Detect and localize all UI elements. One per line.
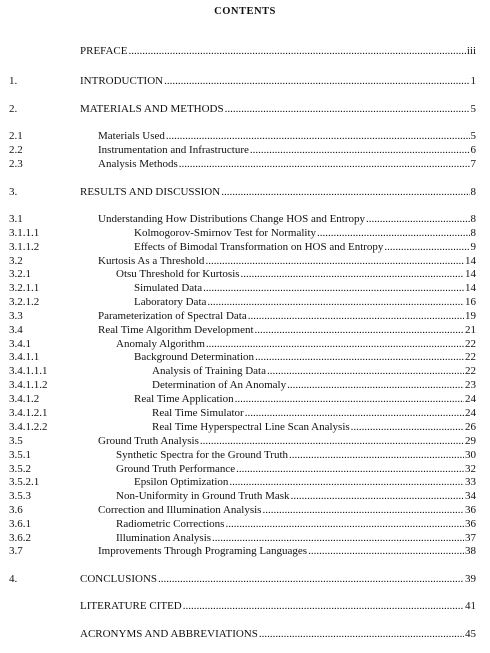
section-number: 3.6 <box>9 504 23 516</box>
section-title: Kolmogorov-Smirnov Test for Normality <box>134 227 317 239</box>
page-number: 23 <box>465 379 476 391</box>
dot-leader <box>262 504 464 517</box>
toc-entry-text <box>80 45 476 58</box>
toc-entry[interactable] <box>0 490 490 503</box>
toc-entry-text <box>134 296 476 309</box>
section-title: Illumination Analysis <box>116 532 212 544</box>
dot-leader <box>212 532 464 545</box>
toc-entry[interactable] <box>0 379 490 392</box>
toc-entry[interactable] <box>0 351 490 364</box>
section-title: Epsilon Optimization <box>134 476 229 488</box>
toc-entry[interactable] <box>0 255 490 268</box>
dot-leader <box>351 421 464 434</box>
section-title: Determination of An Anomaly <box>152 379 287 391</box>
toc-entry[interactable] <box>0 45 490 58</box>
section-title: Effects of Bimodal Transformation on HOS and Entropy <box>134 241 384 253</box>
page-number: 39 <box>465 573 476 585</box>
section-number: 3.4.1.2.2 <box>9 421 48 433</box>
section-number: 3.2.1.2 <box>9 296 40 308</box>
dot-leader <box>245 407 464 420</box>
page-number: 6 <box>470 144 476 156</box>
section-title: Anomaly Algorithm <box>116 338 205 350</box>
toc-entry-text <box>116 463 476 476</box>
dot-leader <box>128 45 465 58</box>
section-title: Parameterization of Spectral Data <box>98 310 247 322</box>
page-title: CONTENTS <box>214 6 276 17</box>
dot-leader <box>259 628 464 641</box>
section-number: 3.7 <box>9 545 23 557</box>
section-number: 3.4.1.1.2 <box>9 379 48 391</box>
dot-leader <box>235 393 464 406</box>
page-number: 8 <box>470 186 476 198</box>
toc-entry-text <box>134 227 476 240</box>
section-title: Instrumentation and Infrastructure <box>98 144 249 156</box>
page-number: iii <box>466 45 476 57</box>
toc-entry[interactable] <box>0 338 490 351</box>
section-title: INTRODUCTION <box>80 75 164 87</box>
dot-leader <box>255 324 464 337</box>
section-number: 3.4.1 <box>9 338 31 350</box>
section-title: LITERATURE CITED <box>80 600 182 612</box>
page-number: 29 <box>465 435 476 447</box>
section-number: 3.6.2 <box>9 532 31 544</box>
toc-entry[interactable] <box>0 75 490 88</box>
page-number: 5 <box>470 130 476 142</box>
page-number: 41 <box>465 600 476 612</box>
toc-entry-text <box>116 490 476 503</box>
page-number: 24 <box>465 407 476 419</box>
section-number: 3.2.1.1 <box>9 282 40 294</box>
section-title: Synthetic Spectra for the Ground Truth <box>116 449 289 461</box>
toc-entry[interactable] <box>0 130 490 143</box>
section-title: Ground Truth Performance <box>116 463 236 475</box>
section-number: 3.2.1 <box>9 268 31 280</box>
toc-entry[interactable] <box>0 144 490 157</box>
section-title: Ground Truth Analysis <box>98 435 199 447</box>
toc-entry[interactable] <box>0 241 490 254</box>
page-number: 14 <box>465 255 476 267</box>
dot-leader <box>317 227 469 240</box>
dot-leader <box>203 282 464 295</box>
toc-entry[interactable] <box>0 324 490 337</box>
toc-entry[interactable] <box>0 103 490 116</box>
toc-entry-text <box>134 393 476 406</box>
page-number: 14 <box>465 282 476 294</box>
page-number: 32 <box>465 463 476 475</box>
section-title: Laboratory Data <box>134 296 207 308</box>
toc-entry-text <box>80 573 476 586</box>
toc-entry[interactable] <box>0 628 490 641</box>
section-number: 3.5.1 <box>9 449 31 461</box>
toc-entry-text <box>116 532 476 545</box>
section-title: ACRONYMS AND ABBREVIATIONS <box>80 628 258 640</box>
dot-leader <box>183 600 464 613</box>
dot-leader <box>241 268 464 281</box>
section-title: Real Time Algorithm Development <box>98 324 254 336</box>
page-number: 36 <box>465 504 476 516</box>
section-title: Real Time Hyperspectral Line Scan Analysis <box>152 421 350 433</box>
section-title: Improvements Through Programing Languages <box>98 545 308 557</box>
toc-entry-text <box>116 268 476 281</box>
section-title: Correction and Illumination Analysis <box>98 504 262 516</box>
toc-entry-text <box>152 379 476 392</box>
dot-leader <box>179 158 470 171</box>
page-number: 22 <box>465 338 476 350</box>
dot-leader <box>289 449 464 462</box>
page-number: 14 <box>465 268 476 280</box>
dot-leader <box>158 573 464 586</box>
toc-entry-text <box>152 365 476 378</box>
toc-entry-text <box>80 600 476 613</box>
section-title: CONCLUSIONS <box>80 573 158 585</box>
dot-leader <box>200 435 464 448</box>
dot-leader <box>291 490 464 503</box>
section-number: 3.5.3 <box>9 490 31 502</box>
dot-leader <box>225 518 464 531</box>
toc-entry-text <box>152 407 476 420</box>
section-title: Simulated Data <box>134 282 203 294</box>
toc-entry[interactable] <box>0 282 490 295</box>
dot-leader <box>267 365 464 378</box>
toc-entry-text <box>80 186 476 199</box>
section-title: Analysis Methods <box>98 158 178 170</box>
dot-leader <box>366 213 469 226</box>
page-number: 36 <box>465 518 476 530</box>
section-number: 3.5.2.1 <box>9 476 40 488</box>
toc-entry-text <box>98 435 476 448</box>
page-number: 45 <box>465 628 476 640</box>
section-title: Non-Uniformity in Ground Truth Mask <box>116 490 290 502</box>
toc-entry[interactable] <box>0 435 490 448</box>
section-number: 2.1 <box>9 130 23 142</box>
section-number: 2.2 <box>9 144 23 156</box>
toc-entry-text <box>152 421 476 434</box>
dot-leader <box>205 255 464 268</box>
dot-leader <box>308 545 464 558</box>
toc-entry[interactable] <box>0 365 490 378</box>
toc-entry-text <box>98 213 476 226</box>
section-number: 3.4.1.2.1 <box>9 407 48 419</box>
toc-entry[interactable] <box>0 463 490 476</box>
page-number: 22 <box>465 365 476 377</box>
toc-entry-text <box>98 144 476 157</box>
dot-leader <box>164 75 469 88</box>
toc-entry[interactable] <box>0 227 490 240</box>
dot-leader <box>229 476 464 489</box>
dot-leader <box>221 186 469 199</box>
dot-leader <box>207 296 464 309</box>
section-title: PREFACE <box>80 45 128 57</box>
page-number: 8 <box>470 213 476 225</box>
toc-entry[interactable] <box>0 518 490 531</box>
page-number: 34 <box>465 490 476 502</box>
toc-entry-text <box>134 282 476 295</box>
page-number: 16 <box>465 296 476 308</box>
toc-entry[interactable] <box>0 268 490 281</box>
toc-entry[interactable] <box>0 393 490 406</box>
section-title: RESULTS AND DISCUSSION <box>80 186 221 198</box>
toc-entry[interactable] <box>0 545 490 558</box>
toc-entry[interactable] <box>0 600 490 613</box>
dot-leader <box>225 103 470 116</box>
page-number: 26 <box>465 421 476 433</box>
toc-entry[interactable] <box>0 532 490 545</box>
toc-entry-text <box>98 504 476 517</box>
section-number: 3.2 <box>9 255 23 267</box>
section-number: 2. <box>9 103 18 115</box>
toc-entry-text <box>116 518 476 531</box>
toc-entry[interactable] <box>0 407 490 420</box>
dot-leader <box>166 130 470 143</box>
page-number: 30 <box>465 449 476 461</box>
section-number: 3.6.1 <box>9 518 31 530</box>
toc-entry-text <box>80 103 476 116</box>
section-title: Real Time Simulator <box>152 407 244 419</box>
section-number: 3.1.1.1 <box>9 227 40 239</box>
toc-entry-text <box>116 449 476 462</box>
section-number: 3.4 <box>9 324 23 336</box>
dot-leader <box>248 310 464 323</box>
section-number: 3.5.2 <box>9 463 31 475</box>
section-number: 3.5 <box>9 435 23 447</box>
page-number: 22 <box>465 351 476 363</box>
section-number: 3.3 <box>9 310 23 322</box>
toc-entry[interactable] <box>0 421 490 434</box>
toc-entry-text <box>134 241 476 254</box>
page-number: 38 <box>465 545 476 557</box>
toc-entry[interactable] <box>0 186 490 199</box>
toc-entry-text <box>98 324 476 337</box>
section-title: Materials Used <box>98 130 165 142</box>
toc-entry-text <box>80 628 476 641</box>
section-number: 3.1.1.2 <box>9 241 40 253</box>
page-number: 1 <box>470 75 476 87</box>
section-number: 3.4.1.2 <box>9 393 40 405</box>
toc-entry-text <box>98 545 476 558</box>
dot-leader <box>206 338 464 351</box>
section-title: Analysis of Training Data <box>152 365 266 377</box>
dot-leader <box>236 463 464 476</box>
toc-entry[interactable] <box>0 310 490 323</box>
toc-entry[interactable] <box>0 213 490 226</box>
toc-entry[interactable] <box>0 296 490 309</box>
dot-leader <box>250 144 470 157</box>
toc-entry[interactable] <box>0 449 490 462</box>
section-number: 4. <box>9 573 18 585</box>
section-number: 2.3 <box>9 158 23 170</box>
page-number: 19 <box>465 310 476 322</box>
page-number: 37 <box>465 532 476 544</box>
page-number: 21 <box>465 324 476 336</box>
section-title: MATERIALS AND METHODS <box>80 103 224 115</box>
toc-entry-text <box>98 310 476 323</box>
page-number: 24 <box>465 393 476 405</box>
toc-entry-text <box>80 75 476 88</box>
section-number: 3.4.1.1 <box>9 351 40 363</box>
section-number: 3. <box>9 186 18 198</box>
section-title: Real Time Application <box>134 393 234 405</box>
dot-leader <box>384 241 469 254</box>
toc-entry-text <box>134 351 476 364</box>
section-title: Understanding How Distributions Change HOS and Entropy <box>98 213 366 225</box>
toc-entry[interactable] <box>0 504 490 517</box>
section-title: Otsu Threshold for Kurtosis <box>116 268 240 280</box>
page-number: 5 <box>470 103 476 115</box>
page-number: 8 <box>470 227 476 239</box>
section-number: 3.1 <box>9 213 23 225</box>
section-title: Kurtosis As a Threshold <box>98 255 205 267</box>
page-number: 9 <box>470 241 476 253</box>
toc-entry-text <box>134 476 476 489</box>
toc-entry[interactable] <box>0 158 490 171</box>
toc-entry-text <box>116 338 476 351</box>
toc-entry-text <box>98 130 476 143</box>
dot-leader <box>287 379 464 392</box>
section-number: 3.4.1.1.1 <box>9 365 48 377</box>
section-number: 1. <box>9 75 18 87</box>
page-number: 33 <box>465 476 476 488</box>
dot-leader <box>255 351 464 364</box>
page-number: 7 <box>470 158 476 170</box>
toc-entry[interactable] <box>0 573 490 586</box>
toc-entry[interactable] <box>0 476 490 489</box>
toc-entry-text <box>98 158 476 171</box>
section-title: Background Determination <box>134 351 255 363</box>
section-title: Radiometric Corrections <box>116 518 225 530</box>
toc-entry-text <box>98 255 476 268</box>
